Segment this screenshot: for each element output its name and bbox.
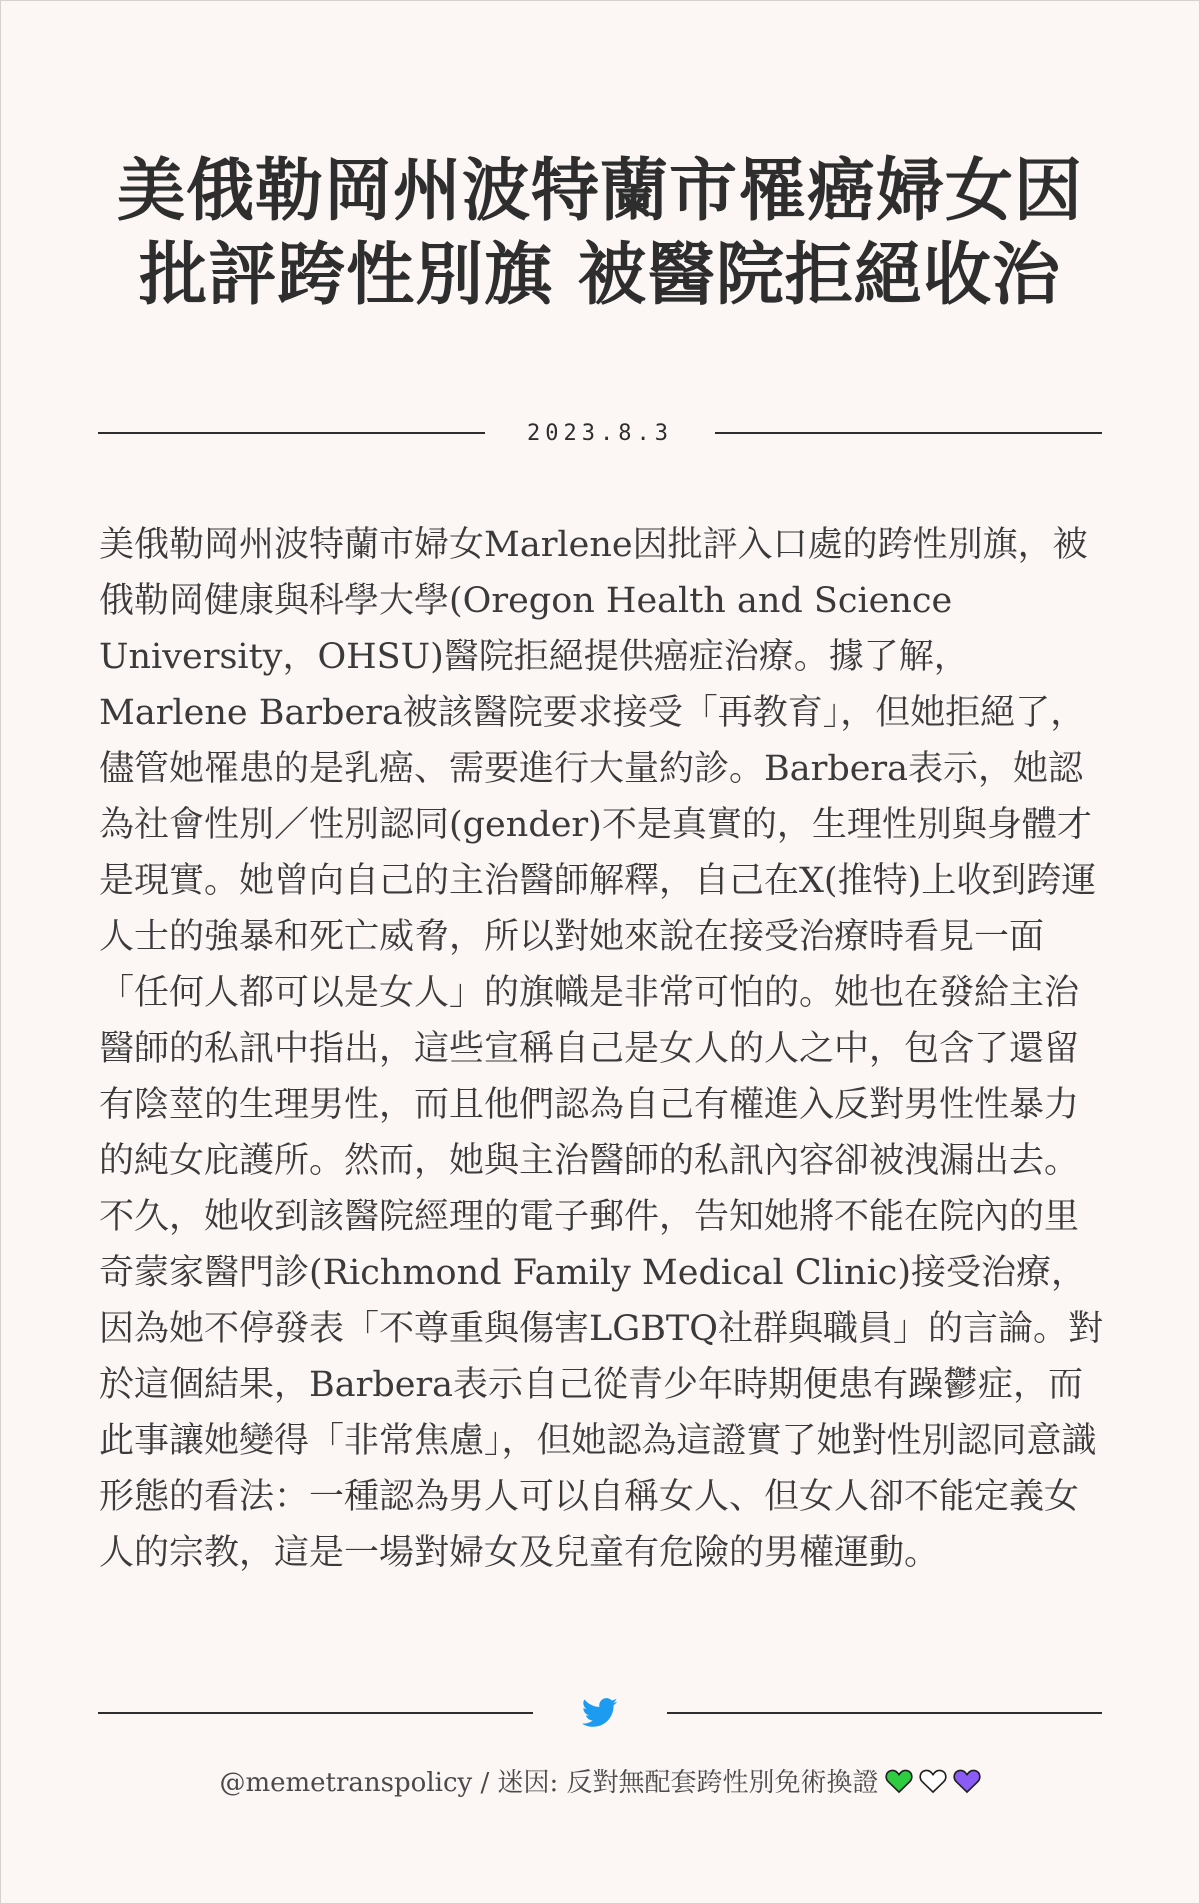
white-heart-icon <box>919 1768 947 1794</box>
credit-text: @memetranspolicy / 迷因: 反對無配套跨性別免術換證 <box>219 1768 879 1798</box>
twitter-bird-icon <box>533 1698 667 1728</box>
green-heart-icon <box>885 1768 913 1794</box>
purple-heart-icon <box>953 1768 981 1794</box>
footer-line-right <box>667 1712 1102 1714</box>
footer-credit <box>0 1762 1200 1799</box>
date-divider <box>98 418 1102 448</box>
article-title: 美俄勒岡州波特蘭市罹癌婦女因批評跨性別旗 被醫院拒絕收治 <box>116 152 1083 315</box>
article-body: 美俄勒岡州波特蘭市婦女Marlene因批評入口處的跨性別旗，被俄勒岡健康與科學大學(Oregon Health and Science University，OHSU)醫院拒絕提供癌症治療。據了解，Marlene Barbera被該醫院要求接受「再教育」，但她拒絕了，儘管她罹患的是乳癌、需要進行大量約診。Barbera表示，她認為社會性別／性別認同(gender)不是真實的，生理性別與身體才是現實。她曾向自己的主治醫師解釋，自己在X(推特)上收到跨運人士的強暴和死亡威脅，所以對她來說在接受治療時看見一面「任何人都可以是女人」的旗幟是非常可怕的。她也在發給主治醫師的私訊中指出，這些宣稱自己是女人的人之中，包含了還留有陰莖的生理男性，而且他們認為自己有權進入反對男性性暴力的純女庇護所。然而，她與主治醫師的私訊內容卻被洩漏出去。不久，她收到該醫院經理的電子郵件，告知她將不能在院內的里奇蒙家醫門診(Richmond Family Medical Clinic)接受治療，因為她不停發表「不尊重與傷害LGBTQ社群與職員」的言論。對於這個結果，Barbera表示自己從青少年時期便患有躁鬱症，而此事讓她變得「非常焦慮」，但她認為這證實了她對性別認同意識形態的看法：一種認為男人可以自稱女人、但女人卻不能定義女人的宗教，這是一場對婦女及兒童有危險的男權運動。 <box>99 525 1103 1573</box>
divider-line-right <box>715 432 1102 434</box>
footer-divider <box>98 1695 1102 1731</box>
article-date: 2023.8.3 <box>527 420 673 446</box>
divider-line-left <box>98 432 485 434</box>
footer-line-left <box>98 1712 533 1714</box>
